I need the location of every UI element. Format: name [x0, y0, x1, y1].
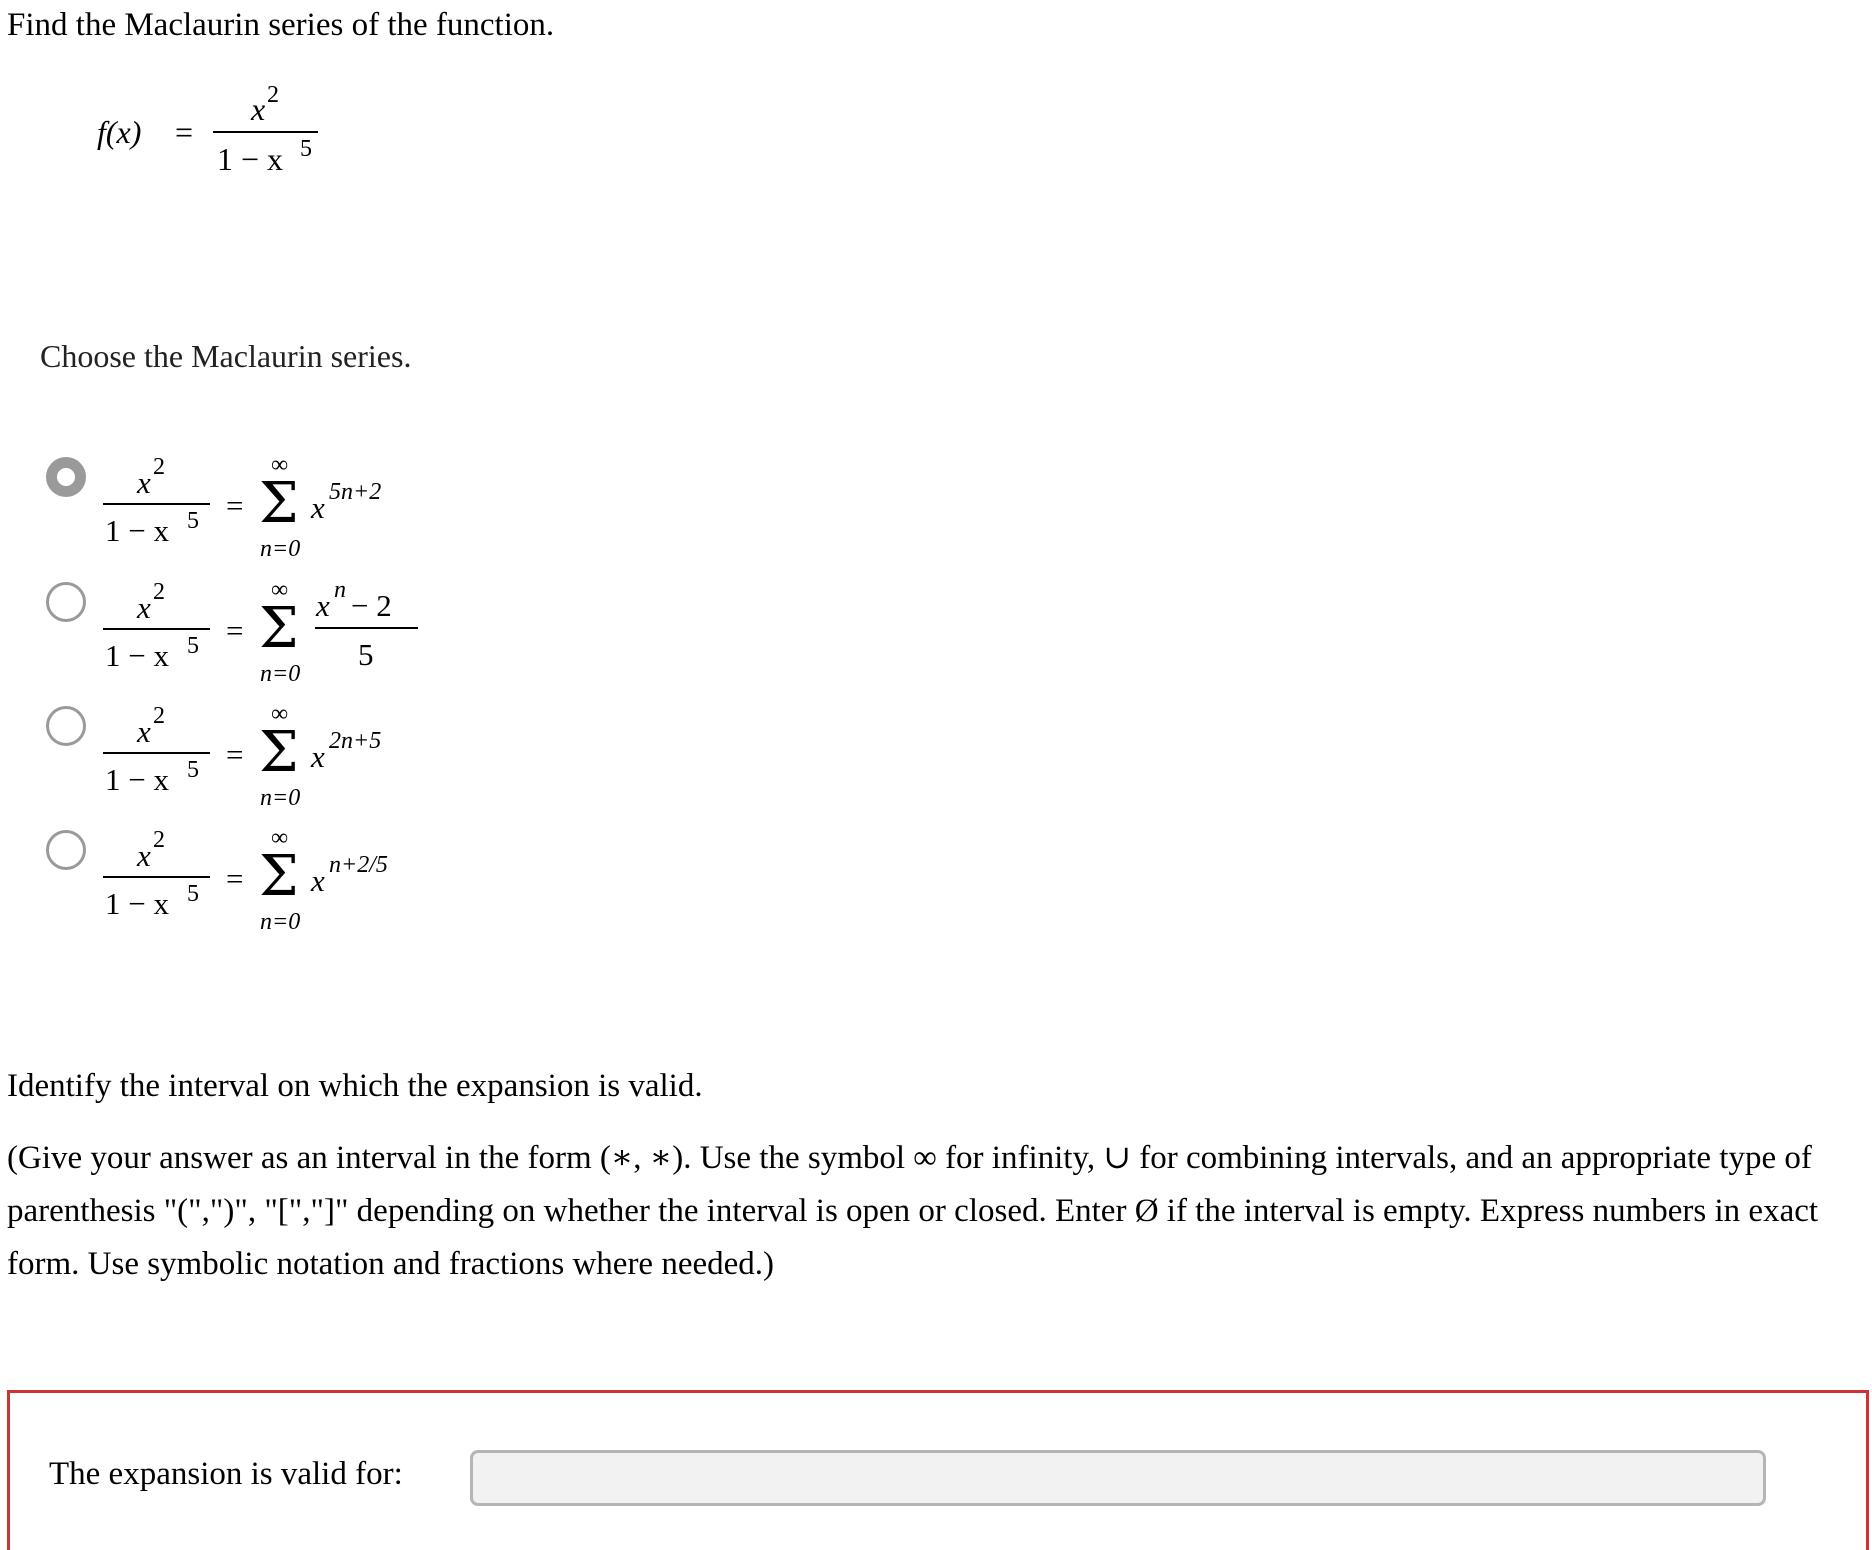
function-name: f(x) [97, 114, 142, 150]
interval-question-title: Identify the interval on which the expansion is valid. [7, 1068, 703, 1104]
interval-instructions: (Give your answer as an interval in the form (∗, ∗). Use the symbol ∞ for infinity, ∪ for combining intervals, and an appropriate type of parenthesis "(",")", "[","]" depending on whether the interval is open or closed. Enter Ø if the interval is empty. Express numbers in exact form. Use symbolic notation and fractions where needed.) [7, 1140, 1819, 1282]
option-lhs-denominator-exp: 5 [187, 508, 199, 534]
function-numerator-base: x [251, 91, 266, 127]
option-lhs-numerator-exp: 2 [153, 579, 165, 605]
option-lhs-fraction-bar [103, 876, 210, 878]
sum-lower-limit: n=0 [260, 785, 301, 811]
series-option-radio[interactable] [46, 830, 86, 870]
sigma-icon: Σ [259, 720, 299, 785]
option-lhs-denominator-exp: 5 [187, 633, 199, 659]
option-equals: = [226, 861, 244, 896]
option-term-base: x [311, 490, 325, 525]
answer-label: The expansion is valid for: [49, 1456, 403, 1492]
interval-answer-input[interactable] [470, 1450, 1766, 1506]
option-lhs-denominator-exp: 5 [187, 881, 199, 907]
option-lhs-fraction-bar [103, 503, 210, 505]
option-lhs-denominator-exp: 5 [187, 757, 199, 783]
option-term-numerator-base: x [316, 588, 330, 623]
sum-lower-limit: n=0 [260, 909, 301, 935]
option-lhs-fraction-bar [103, 628, 210, 630]
option-term-exp: n+2/5 [329, 852, 388, 878]
option-lhs-denominator: 1 − x [105, 886, 169, 921]
option-term-fraction-bar [315, 627, 418, 629]
sigma-icon: Σ [259, 596, 299, 661]
question-title: Find the Maclaurin series of the function. [7, 7, 555, 43]
option-lhs-numerator-exp: 2 [153, 827, 165, 853]
function-denominator-exp: 5 [300, 136, 312, 162]
sigma-icon: Σ [259, 471, 299, 536]
option-lhs-denominator: 1 − x [105, 513, 169, 548]
option-lhs-denominator: 1 − x [105, 762, 169, 797]
option-term-exp: 2n+5 [329, 728, 382, 754]
option-equals: = [226, 737, 244, 772]
series-option-radio[interactable] [46, 706, 86, 746]
option-equals: = [226, 488, 244, 523]
option-term-exp: 5n+2 [329, 479, 382, 505]
option-lhs-numerator: x [137, 465, 151, 500]
option-term-numerator-rest: − 2 [351, 588, 392, 623]
option-term-base: x [311, 863, 325, 898]
option-equals: = [226, 613, 244, 648]
option-term-denominator: 5 [358, 637, 374, 672]
function-denominator: 1 − x [217, 141, 284, 177]
sum-lower-limit: n=0 [260, 661, 301, 687]
option-lhs-numerator: x [137, 838, 151, 873]
option-lhs-numerator-exp: 2 [153, 454, 165, 480]
sum-upper-limit: ∞ [271, 577, 289, 603]
series-option-radio-selected[interactable] [46, 457, 86, 497]
function-numerator-exp: 2 [267, 82, 279, 108]
option-lhs-denominator: 1 − x [105, 638, 169, 673]
option-lhs-fraction-bar [103, 752, 210, 754]
option-term-numerator-exp: n [334, 577, 346, 603]
sum-upper-limit: ∞ [271, 452, 289, 478]
option-term-base: x [311, 739, 325, 774]
option-lhs-numerator: x [137, 714, 151, 749]
sum-lower-limit: n=0 [260, 536, 301, 562]
sum-upper-limit: ∞ [271, 825, 289, 851]
option-lhs-numerator-exp: 2 [153, 703, 165, 729]
sum-upper-limit: ∞ [271, 701, 289, 727]
sigma-icon: Σ [259, 844, 299, 909]
function-equals: = [175, 114, 194, 150]
series-option-radio[interactable] [46, 582, 86, 622]
choose-series-label: Choose the Maclaurin series. [40, 338, 412, 374]
function-fraction-bar [213, 131, 318, 133]
option-lhs-numerator: x [137, 590, 151, 625]
